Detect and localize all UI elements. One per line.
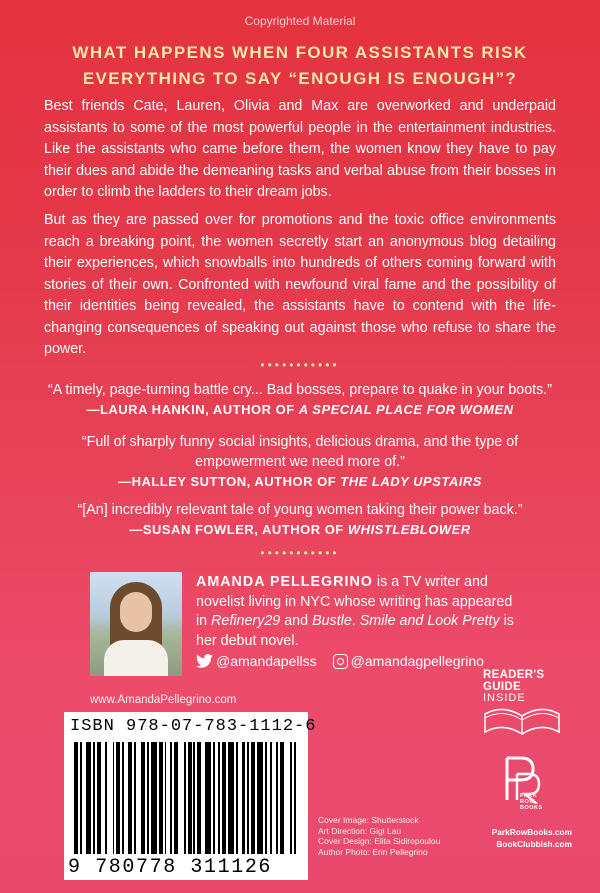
logo-text-line: ROW <box>520 799 535 805</box>
logo-text-line: PARK <box>520 793 538 799</box>
blurb-3 <box>40 500 560 540</box>
copyright-notice: Copyrighted Material <box>244 14 356 28</box>
park-row-books-label <box>520 793 543 811</box>
blurb-quote: “Full of sharply funny social insights, delicious drama, and the type of empowerment we need more of.” <box>81 434 519 470</box>
blurb-book-title: WHISTLEBLOWER <box>347 522 471 537</box>
publisher-links <box>482 826 572 850</box>
author-top <box>104 640 168 676</box>
credit-line: Art Direction: Gigi Lau <box>318 825 402 836</box>
blurb-quote: “[An] incredibly relevant tale of young women taking their power back.” <box>77 502 523 518</box>
barcode <box>64 712 317 880</box>
credit-line: Cover Design: Elita Sidiropoulou <box>318 836 441 846</box>
blurb-book-title: A SPECIAL PLACE FOR WOMEN <box>298 402 514 417</box>
bio-publication: Bustle <box>312 613 352 629</box>
blurb-author: —HALLEY SUTTON, AUTHOR OF <box>118 474 341 489</box>
headline: WHAT HAPPENS WHEN FOUR ASSISTANTS RISK EVERYTHING TO SAY “ENOUGH IS ENOUGH”? <box>72 43 528 88</box>
bio-book-title: Smile and Look Pretty <box>359 613 500 629</box>
description-paragraph-2: But as they are passed over for promotions and the toxic office environments reach a breaking point, the women secretly start an anonymous blog detailing their experiences, which snowballs into hundreds of others coming forward with stories of their own. Confronted with newfound viral fame and the possibility of their identities being revealed, the assistants have to contend with the life-changing consequences of speaking out against those who refuse to share the power. <box>44 212 556 357</box>
divider-bottom: ••••••••••• <box>260 546 340 560</box>
bio-text: is a TV writer and novelist living in NYC whose writing has appeared in <box>196 574 513 629</box>
isbn-label: ISBN 978-07-783-1112-6 <box>70 717 317 736</box>
instagram-handle-text: @amandagpellegrino <box>350 653 484 669</box>
blurb-attribution <box>40 400 560 420</box>
instagram-icon <box>333 654 348 669</box>
blurb-1 <box>40 380 560 420</box>
divider-top: ••••••••••• <box>260 358 340 372</box>
twitter-handle[interactable] <box>196 653 317 669</box>
bio-text: . <box>351 613 360 629</box>
bio-text: is her debut novel. <box>196 613 514 649</box>
bio-text: and <box>280 613 313 629</box>
readers-guide-line: GUIDE <box>483 680 521 693</box>
credit-line: Cover Image: Shutterstock <box>318 815 419 825</box>
instagram-handle[interactable] <box>333 653 484 669</box>
author-website[interactable]: www.AmandaPellegrino.com <box>90 694 237 706</box>
social-handles <box>196 653 484 669</box>
blurb-book-title: THE LADY UPSTAIRS <box>340 474 482 489</box>
description-paragraph-1: Best friends Cate, Lauren, Olivia and Max are overworked and underpaid assistants to some of the most powerful people in the entertainment industries. Like the assistants who came before them, the women know they have to pay their dues and abide the demeaning tasks and verbal abuse from their bosses in order to climb the ladders to their dream jobs. <box>44 98 556 200</box>
barcode-bar <box>296 742 300 854</box>
blurb-author: —SUSAN FOWLER, AUTHOR OF <box>129 522 348 537</box>
logo-text-line: BOOKS <box>520 805 543 811</box>
blurb-author: —LAURA HANKIN, AUTHOR OF <box>86 402 299 417</box>
blurb-2 <box>40 432 560 492</box>
blurb-attribution <box>40 472 560 492</box>
open-book-icon <box>483 670 561 736</box>
blurb-attribution <box>40 520 560 540</box>
barcode-bars <box>74 742 300 854</box>
publisher-link[interactable]: BookClubbish.com <box>496 839 572 849</box>
author-face <box>120 592 152 632</box>
blurb-quote: “A timely, page-turning battle cry... Bad bosses, prepare to quake in your boots.” <box>47 382 553 398</box>
author-bio <box>196 573 526 651</box>
readers-guide-badge <box>483 670 561 736</box>
author-photo <box>90 572 182 676</box>
barcode-digits: 9 780778 311126 <box>68 856 273 879</box>
publisher-link[interactable]: ParkRowBooks.com <box>491 827 572 837</box>
readers-guide-line: INSIDE <box>483 692 526 704</box>
readers-guide-line: READER'S <box>483 669 545 681</box>
bio-publication: Refinery29 <box>211 613 281 629</box>
twitter-icon <box>196 654 213 668</box>
author-name: AMANDA PELLEGRINO <box>196 574 373 590</box>
cover-credits <box>318 815 440 857</box>
twitter-handle-text: @amandapellss <box>216 653 317 669</box>
credit-line: Author Photo: Erin Pellegrino <box>318 846 428 857</box>
